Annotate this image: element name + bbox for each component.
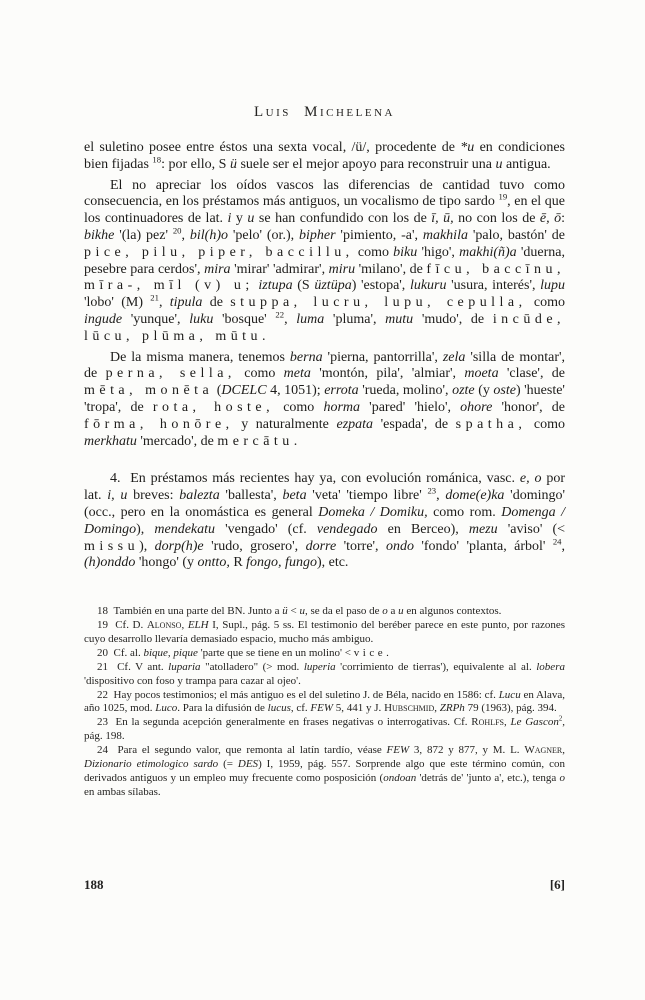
text-segment: : por ello, S — [161, 156, 230, 172]
text-segment: 'honor', de — [492, 399, 566, 415]
text-segment: 'yunque', — [122, 311, 190, 327]
text-segment: 'veta' 'tiempo libre' — [306, 488, 428, 504]
text-segment: y — [231, 211, 248, 227]
text-segment: 2 — [558, 715, 563, 723]
text-segment: en Berceo), — [377, 521, 469, 537]
text-segment: 22 — [275, 309, 285, 320]
text-segment: mercātu. — [217, 433, 302, 449]
text-segment: e, o — [519, 471, 542, 487]
text-segment: como — [353, 244, 394, 260]
text-segment: ē, ō — [539, 211, 562, 227]
text-segment: , — [434, 702, 440, 715]
text-segment: dorp(h)e — [154, 538, 204, 554]
text-segment: como — [526, 295, 565, 311]
text-segment: 'detrás de' 'junto a', etc.), tenga — [416, 772, 560, 784]
text-segment: 'fondo' 'planta, árbol' — [413, 538, 553, 554]
text-segment: bique, pique — [143, 646, 198, 659]
text-segment: I, Supl., pág. 5 ss. El testimonio del beréber parece en este punto, por razones cuyo desarrollo llevaría demasiado espacio, mucho más ambiguo. — [84, 619, 565, 645]
text-segment: , — [436, 488, 446, 504]
text-segment: se han confundido con los de — [254, 211, 432, 227]
text-segment: 'pared' 'hielo', — [360, 399, 461, 415]
text-segment: 'montón, pila', 'almiar', — [310, 366, 465, 382]
text-segment: 22 Hay pocos testimonios; el más antiguo es el del suletino J. de Béla, nacido en 1586: cf. — [97, 688, 499, 701]
text-segment: como — [526, 416, 566, 432]
text-segment: o — [382, 605, 388, 618]
text-segment: 21 Cf. V ant. — [97, 660, 169, 673]
text-segment: dome(e)ka — [445, 488, 505, 504]
text-segment: , pág. 198. — [84, 716, 565, 743]
text-segment: "atolladero" (> mod. — [200, 660, 304, 673]
text-segment: 19 Cf. D. — [97, 619, 147, 632]
text-segment: ondoan — [383, 772, 417, 784]
text-segment: 3, 872 y 877, y M. L. — [409, 744, 525, 757]
text-segment: lukuru — [409, 278, 447, 294]
text-segment: u — [398, 605, 404, 618]
text-segment: en condiciones bien fijadas — [84, 140, 565, 172]
text-segment: 'corrimiento de tierras'), equivalente al al. — [335, 660, 537, 673]
text-segment: 23 En la segunda acepción generalmente en frases negativas o interrogativas. Cf. — [97, 716, 472, 729]
footnote-18 — [84, 605, 565, 619]
text-segment: 'rudo, grosero', — [203, 538, 306, 554]
text-segment: balezta — [179, 488, 220, 504]
text-segment: 5, 441 y J. — [333, 702, 385, 715]
page-footer — [84, 877, 565, 893]
text-segment: como — [235, 366, 284, 382]
text-segment: dorre — [305, 538, 337, 554]
text-segment: 'lobo' (M) — [84, 295, 151, 311]
text-segment: breves: — [127, 488, 180, 504]
text-segment: 4. En préstamos más recientes hay ya, con evolución románica, vasc. — [110, 471, 520, 487]
text-segment: 'palo, bastón' de — [467, 227, 565, 243]
text-segment: ), — [136, 521, 155, 537]
text-segment: (= — [218, 758, 238, 771]
text-segment: incūde, lūcu, plūma, mūtu. — [84, 311, 565, 344]
text-segment: mendekatu — [154, 521, 216, 537]
text-segment: i, u — [107, 488, 128, 504]
text-segment: ) 'estopa', — [351, 278, 410, 294]
text-segment: perna, sella, — [105, 366, 236, 382]
text-segment: , en el que los continuadores de lat. — [84, 194, 566, 227]
text-segment: 23 — [427, 485, 437, 496]
text-segment: 79 (1963), pág. 394. — [464, 702, 557, 715]
text-segment: Le Gascon — [510, 716, 559, 729]
text-segment: 'torre', — [336, 538, 386, 554]
text-segment: bil(h)o — [189, 227, 228, 243]
text-segment: makhila — [422, 227, 468, 243]
text-segment: 'bosque' — [213, 311, 276, 327]
text-segment: por lat. — [84, 471, 566, 504]
text-segment: Alonso — [146, 619, 182, 632]
text-segment: como rom. — [427, 504, 502, 520]
text-segment: . Para la difusión de — [177, 702, 268, 715]
text-segment: biku — [393, 244, 418, 260]
text-segment: ), etc. — [316, 555, 349, 571]
text-segment: Lucu — [498, 688, 521, 701]
text-segment: missu — [84, 538, 140, 554]
text-segment: 'clase', de — [498, 366, 565, 382]
text-segment: : — [561, 211, 566, 227]
text-segment: 'vengado' (cf. — [215, 521, 317, 537]
text-segment: 'dispositivo con foso y trampa para cazar al ojeo'. — [84, 674, 301, 687]
text-segment: ondo — [385, 538, 414, 554]
text-segment: 'pierna, pantorrilla', — [322, 349, 443, 365]
text-segment: tipula — [169, 295, 203, 311]
text-segment: Domeka / Domiku, — [318, 504, 428, 520]
text-segment: (S — [292, 278, 315, 294]
text-segment: üztüpa — [314, 278, 352, 294]
text-segment: 'duerna, pesebre para cerdos', — [84, 244, 565, 277]
text-segment: 21 — [150, 292, 159, 303]
text-segment: '(la) pez' — [114, 227, 173, 243]
text-segment: 20 — [172, 225, 182, 236]
text-segment: 'mudo', de — [413, 311, 493, 327]
text-segment: FEW — [386, 744, 410, 757]
text-segment: o — [559, 772, 566, 784]
text-segment: lobera — [536, 660, 565, 673]
text-segment: luma — [296, 311, 325, 327]
text-segment: errota — [324, 383, 359, 399]
text-segment: < — [287, 605, 300, 618]
text-segment: fōrma, honōre, — [84, 416, 234, 432]
text-segment: zela — [442, 349, 466, 365]
text-segment: no con los de — [453, 211, 540, 227]
text-segment: mezu — [468, 521, 498, 537]
text-segment: stuppa, lucru, lupu, cepulla, — [230, 295, 527, 311]
footnote-23 — [84, 716, 565, 744]
text-segment: en ambas sílabas. — [84, 785, 161, 798]
text-segment: De la misma manera, tenemos — [110, 349, 290, 365]
text-segment: el suletino posee entre éstos una sexta vocal, /ü/, procedente de — [84, 140, 461, 155]
text-segment: fīcu, baccīnu, mīra-, mīl (v) u; — [84, 261, 565, 294]
text-segment: 18 También en una parte del BN. Junto a — [97, 605, 283, 618]
running-header: Luis Michelena — [254, 104, 395, 120]
text-segment: ELH — [187, 619, 209, 632]
text-segment: 20 Cf. al. — [97, 646, 144, 659]
text-segment: 'parte que se tiene en un molino' < — [197, 646, 354, 659]
text-segment: 'pelo' (or.), — [228, 227, 299, 243]
text-segment: 'aviso' (< — [497, 521, 565, 537]
page-number: 188 — [84, 877, 104, 892]
issue-number: [6] — [549, 877, 565, 892]
text-segment: 'rueda, molino', — [358, 383, 453, 399]
text-segment: mira — [204, 261, 231, 277]
text-segment: mutu — [385, 311, 414, 327]
text-segment: Rohlfs — [471, 716, 504, 729]
text-segment: DCELC — [221, 383, 267, 399]
text-segment: Luco — [155, 702, 178, 715]
text-segment: ü — [229, 156, 237, 172]
text-segment: 'hongo' (y — [135, 555, 198, 571]
text-segment: 'silla de montar', de — [84, 349, 566, 382]
text-segment: ī, ū, — [431, 211, 454, 227]
text-segment: , — [503, 716, 511, 729]
text-segment: ohore — [460, 399, 493, 415]
body-text — [84, 140, 565, 572]
text-segment: en algunos contextos. — [403, 605, 502, 618]
footnote-21 — [84, 661, 565, 689]
text-segment: pice, pilu, piper, baccillu, — [84, 244, 354, 260]
text-segment: 'mercado', de — [136, 433, 218, 449]
text-segment: ), — [139, 538, 155, 554]
text-segment: 'espada', de — [373, 416, 456, 432]
text-segment: u — [247, 211, 255, 227]
text-segment: ü — [282, 605, 288, 618]
text-segment: vice. — [353, 646, 393, 659]
text-segment: Hubschmid — [384, 702, 435, 715]
text-segment: 4, 1051); — [266, 383, 325, 399]
text-segment: ) I, 1959, pág. 557. Sorprende algo que este término común, con derivados antiguos y un empleo muy frecuente como posposición ( — [84, 758, 565, 784]
text-segment: iztupa — [258, 278, 293, 294]
text-segment: vendegado — [316, 521, 378, 537]
text-segment: luparia — [168, 660, 201, 673]
paragraph — [84, 178, 565, 346]
text-segment: bikhe — [84, 227, 115, 243]
text-segment: a — [387, 605, 399, 618]
text-segment: , — [562, 744, 565, 757]
text-segment: 'milano', de — [355, 261, 427, 277]
text-segment: , — [181, 227, 190, 243]
text-segment: Dizionario etimologico sardo — [84, 758, 219, 771]
text-segment: makhi(ñ)a — [459, 244, 517, 260]
text-segment: , cf. — [290, 702, 311, 715]
text-segment: ( — [213, 383, 222, 399]
paragraph-section-4 — [84, 471, 565, 572]
text-segment: DES — [237, 758, 259, 771]
text-segment: ZRPh — [439, 702, 465, 715]
text-segment: 'usura, interés', — [446, 278, 541, 294]
text-segment: u — [299, 605, 305, 618]
text-segment: , — [158, 295, 170, 311]
text-segment: FEW — [310, 702, 334, 715]
footnote-20 — [84, 647, 565, 661]
text-segment: en Alava, año 1025, mod. — [84, 688, 566, 715]
text-segment: 'domingo' (occ., pero en la onomástica es general — [84, 488, 565, 520]
text-segment: luperia — [303, 660, 336, 673]
text-segment: antigua. — [502, 156, 551, 172]
text-segment: oste — [493, 383, 516, 399]
text-segment: , — [284, 311, 297, 327]
text-segment: R — [229, 555, 247, 571]
paragraph-continuation — [84, 140, 565, 174]
text-segment: horma — [323, 399, 361, 415]
text-segment: meta — [283, 366, 311, 382]
text-segment: 'pimiento, -a', — [335, 227, 423, 243]
text-segment: 'higo', — [417, 244, 460, 260]
text-segment: Domenga / Domingo — [84, 504, 566, 537]
text-segment: spatha, — [455, 416, 527, 432]
text-segment: rota, hoste, — [152, 399, 275, 415]
text-segment: suele ser el mejor apoyo para reconstruir una — [236, 156, 496, 172]
text-segment: , — [181, 619, 188, 632]
text-segment: Wagner — [524, 744, 563, 757]
text-segment: lucus — [267, 702, 291, 715]
text-segment: i — [227, 211, 232, 227]
text-segment: ezpata — [336, 416, 374, 432]
text-segment: berna — [289, 349, 323, 365]
paragraph — [84, 350, 565, 451]
text-segment: u — [495, 156, 503, 172]
text-segment: 19 — [498, 191, 508, 202]
text-segment: , — [561, 538, 565, 554]
text-segment: beta — [282, 488, 307, 504]
text-segment: fongo, fungo — [246, 555, 317, 571]
text-segment: (h)onddo — [84, 555, 136, 571]
text-segment: 'pluma', — [324, 311, 386, 327]
text-segment: ) 'hueste' 'tropa', de — [84, 383, 565, 415]
text-segment: ontto, — [197, 555, 230, 571]
text-segment: , se da el paso de — [304, 605, 383, 618]
text-segment: como — [274, 399, 324, 415]
text-segment: mēta, monēta — [84, 383, 214, 399]
text-segment: 'mirar' 'admirar', — [230, 261, 329, 277]
text-segment: 'ballesta', — [219, 488, 283, 504]
text-segment: *u — [460, 140, 475, 155]
text-segment: moeta — [464, 366, 499, 382]
footnotes-block — [84, 605, 565, 800]
text-segment: 24 Para el segundo valor, que remonta al latín tardío, véase — [97, 744, 387, 757]
text-segment: El no apreciar los oídos vascos las diferencias de cantidad tuvo como consecuencia, en los préstamos más antiguos, un vocalismo de tipo sardo — [84, 177, 565, 210]
text-segment: 24 — [552, 535, 562, 546]
text-segment: de — [202, 295, 231, 311]
text-segment: lupu — [540, 278, 565, 294]
text-segment: miru — [328, 261, 356, 277]
text-segment: y naturalmente — [233, 416, 337, 432]
text-segment: luku — [189, 311, 214, 327]
text-segment: ingude — [84, 311, 123, 327]
footnote-24 — [84, 744, 565, 800]
text-segment: 18 — [152, 154, 162, 165]
text-segment: (y — [474, 383, 494, 399]
text-segment: merkhatu — [84, 433, 137, 449]
text-segment: ozte — [452, 383, 475, 399]
footnote-22 — [84, 689, 565, 717]
footnote-19 — [84, 619, 565, 647]
text-segment: bipher — [298, 227, 336, 243]
